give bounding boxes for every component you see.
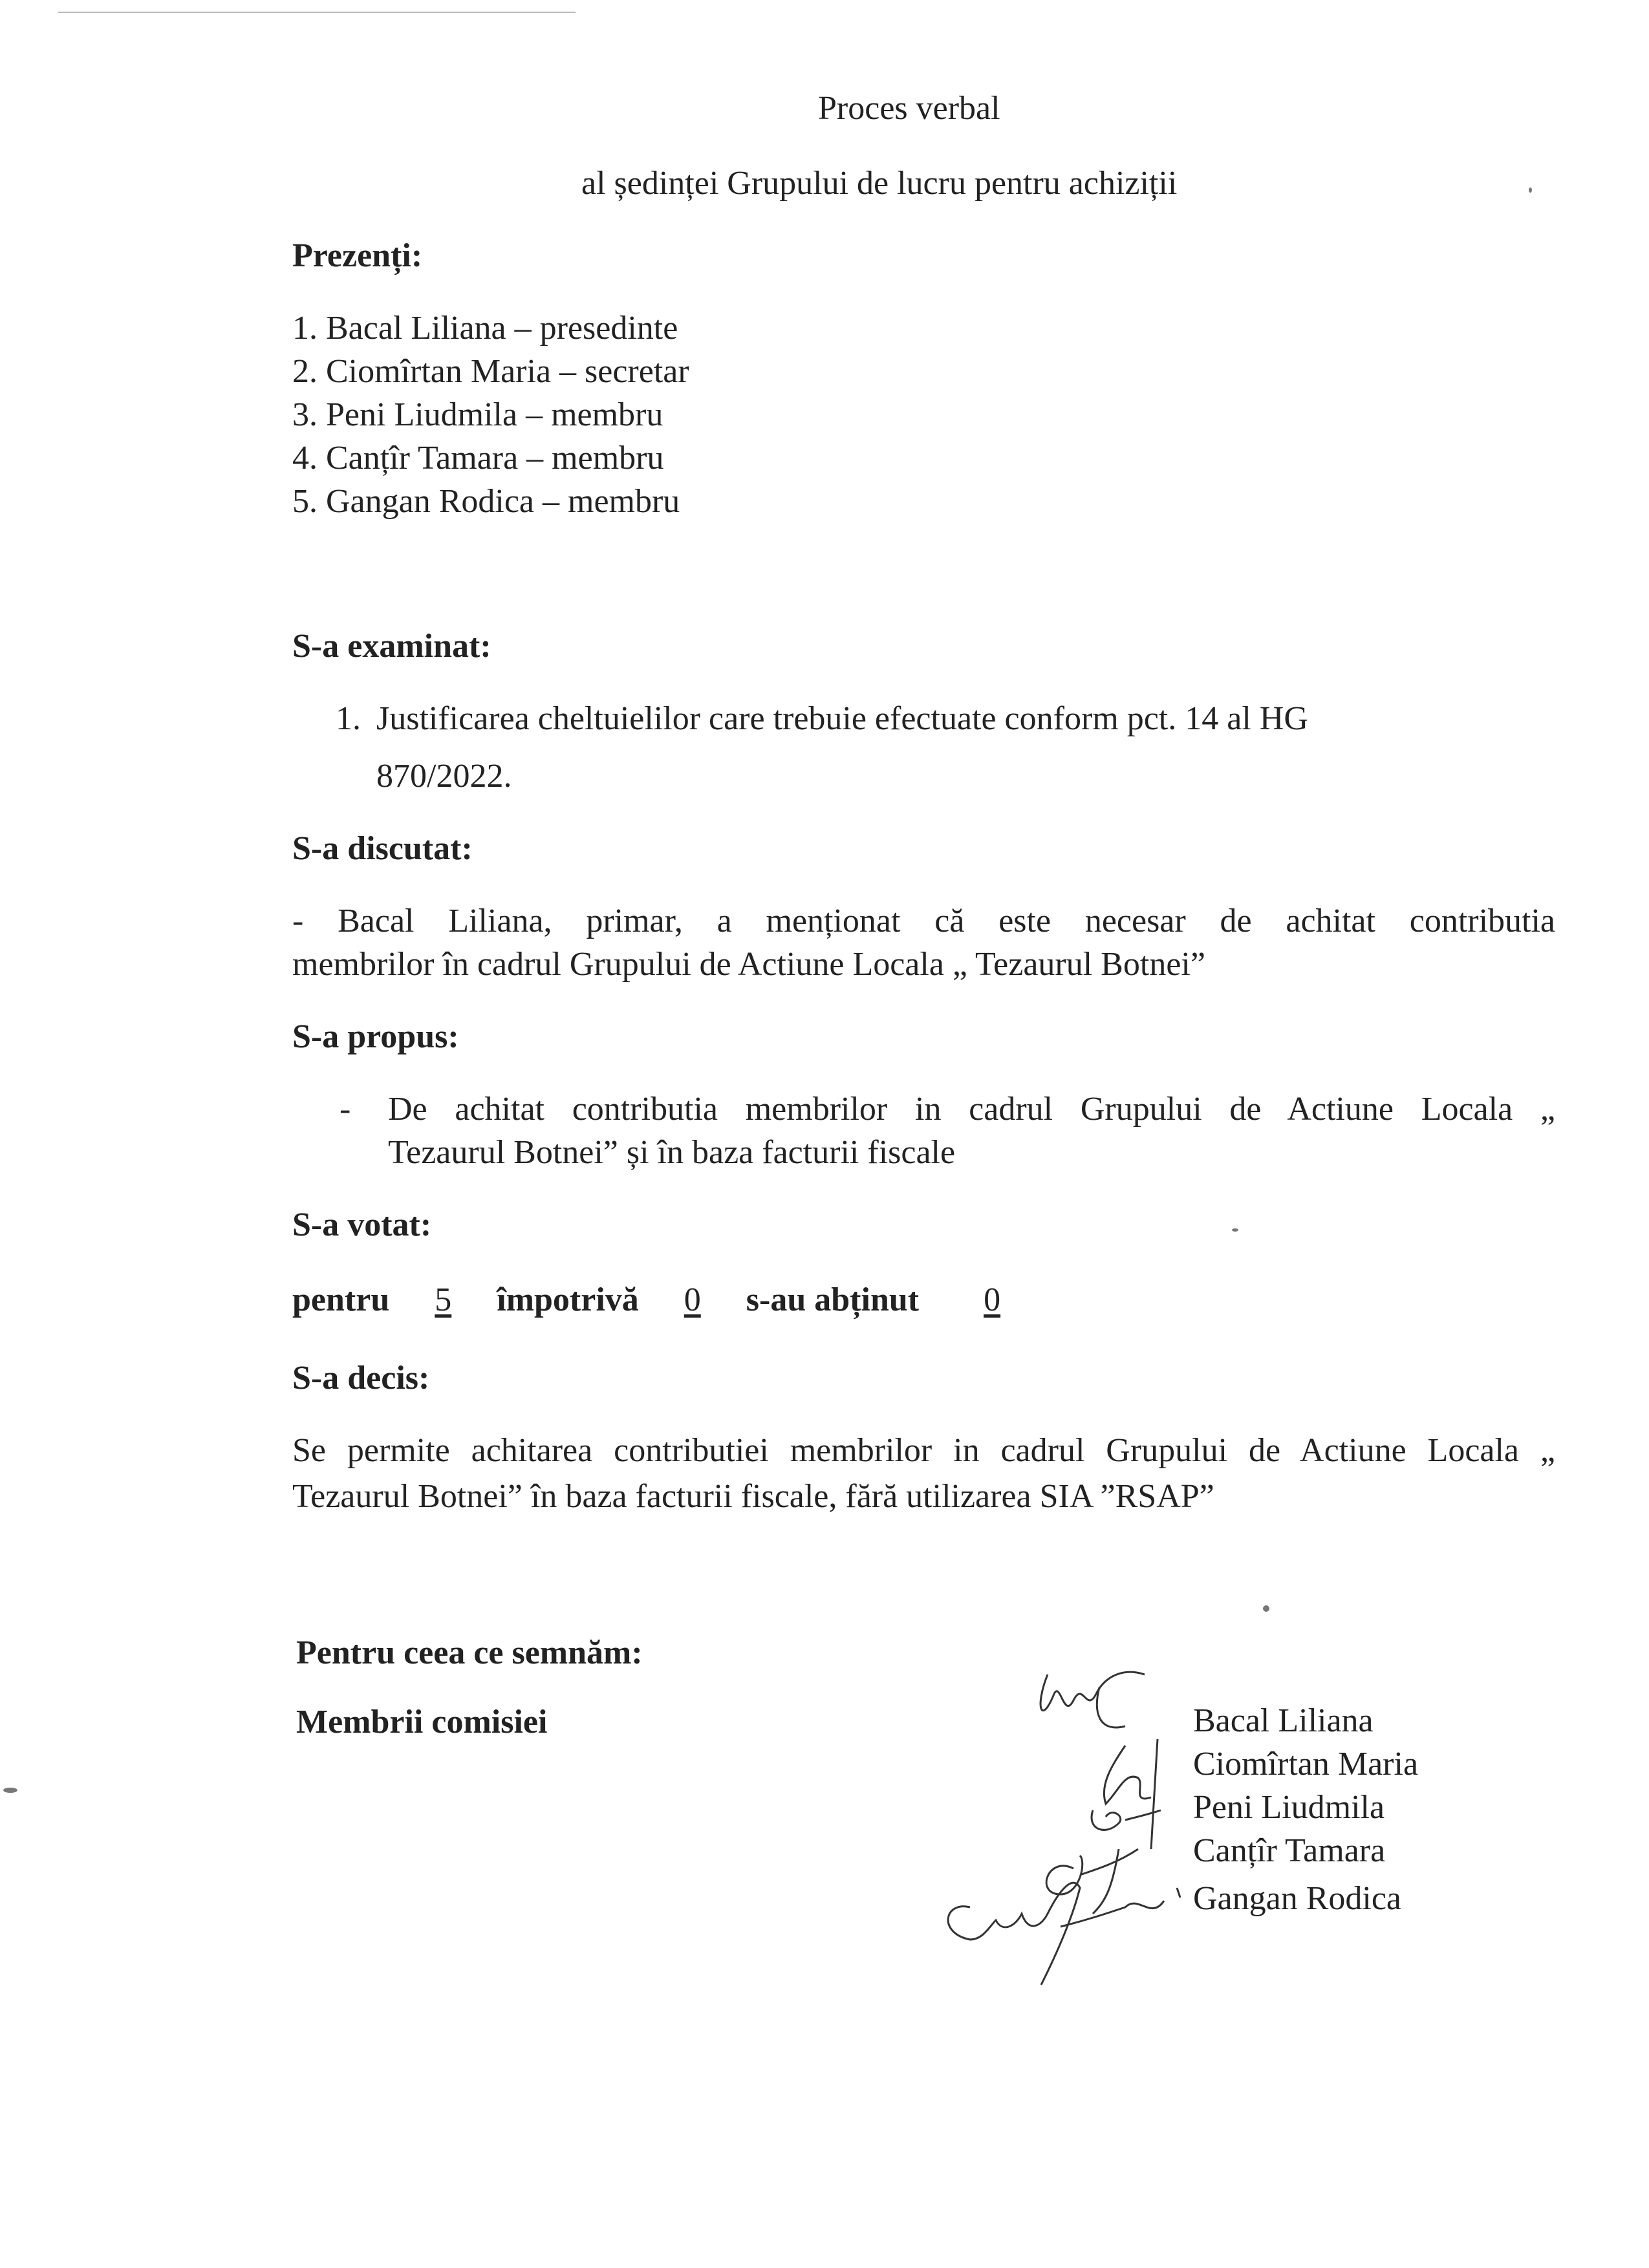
vote-for-label: pentru — [292, 1281, 390, 1318]
member-list-item: 5. Gangan Rodica – membru — [292, 483, 680, 520]
proposed-text-line: Tezaurul Botnei” și în baza facturii fiscale — [388, 1134, 956, 1171]
vote-against-label: împotrivă — [497, 1281, 639, 1318]
signatory-name: Ciomîrtan Maria — [1193, 1746, 1419, 1782]
signatures-heading: Pentru ceea ce semnăm: — [296, 1634, 643, 1671]
proposed-bullet: - — [339, 1091, 351, 1128]
voted-heading: S-a votat: — [292, 1206, 432, 1243]
member-list-item: 4. Canțîr Tamara – membru — [292, 440, 664, 476]
proposed-text-line: De achitat contributia membrilor in cadrul Grupului de Actiune Locala „ — [388, 1091, 1555, 1128]
signature-4 — [1046, 1849, 1138, 1914]
member-list-item: 1. Bacal Liliana – presedinte — [292, 310, 678, 347]
committee-label: Membrii comisiei — [296, 1704, 548, 1740]
member-list-item: 3. Peni Liudmila – membru — [292, 396, 663, 433]
vote-results — [292, 1279, 1057, 1321]
signature-1 — [1040, 1672, 1145, 1728]
vote-abstained-label: s-au abținut — [746, 1281, 920, 1318]
signature-3 — [1092, 1810, 1161, 1830]
examined-item-line: 870/2022. — [376, 758, 512, 795]
signatory-name: Bacal Liliana — [1193, 1702, 1374, 1739]
examined-heading: S-a examinat: — [292, 628, 491, 665]
scan-speck — [1529, 187, 1532, 193]
present-heading: Prezenți: — [292, 237, 423, 274]
examined-item-number: 1. — [336, 700, 361, 737]
member-list-item: 2. Ciomîrtan Maria – secretar — [292, 353, 689, 390]
proposed-heading: S-a propus: — [292, 1018, 459, 1055]
signature-5 — [948, 1883, 1180, 1985]
scan-edge-line — [58, 12, 576, 13]
decided-heading: S-a decis: — [292, 1360, 430, 1396]
handwritten-signatures — [931, 1655, 1203, 1991]
signatory-name: Peni Liudmila — [1193, 1789, 1385, 1826]
document-subtitle: al ședinței Grupului de lucru pentru achiziții — [581, 165, 1178, 202]
scan-speck — [1232, 1228, 1238, 1232]
signatory-name: Gangan Rodica — [1193, 1880, 1402, 1917]
signatory-name: Canțîr Tamara — [1193, 1832, 1386, 1869]
scan-speck — [1263, 1605, 1269, 1612]
decided-text-line: Tezaurul Botnei” în baza facturii fiscale, fără utilizarea SIA ”RSAP” — [292, 1478, 1214, 1515]
signature-2 — [1104, 1739, 1158, 1849]
scan-speck — [3, 1788, 17, 1793]
decided-text-line: Se permite achitarea contributiei membrilor in cadrul Grupului de Actiune Locala „ — [292, 1432, 1555, 1469]
vote-abstained-value: 0 — [984, 1281, 1001, 1318]
vote-against-value: 0 — [684, 1281, 701, 1318]
discussed-text-line: membrilor în cadrul Grupului de Actiune Locala „ Tezaurul Botnei” — [292, 946, 1205, 983]
document-title: Proces verbal — [818, 90, 1000, 127]
vote-for-value: 5 — [435, 1281, 452, 1318]
discussed-heading: S-a discutat: — [292, 830, 473, 867]
discussed-text-line: - Bacal Liliana, primar, a menționat că este necesar de achitat contributia — [292, 903, 1555, 939]
examined-item-line: Justificarea cheltuielilor care trebuie efectuate conform pct. 14 al HG — [376, 700, 1308, 737]
